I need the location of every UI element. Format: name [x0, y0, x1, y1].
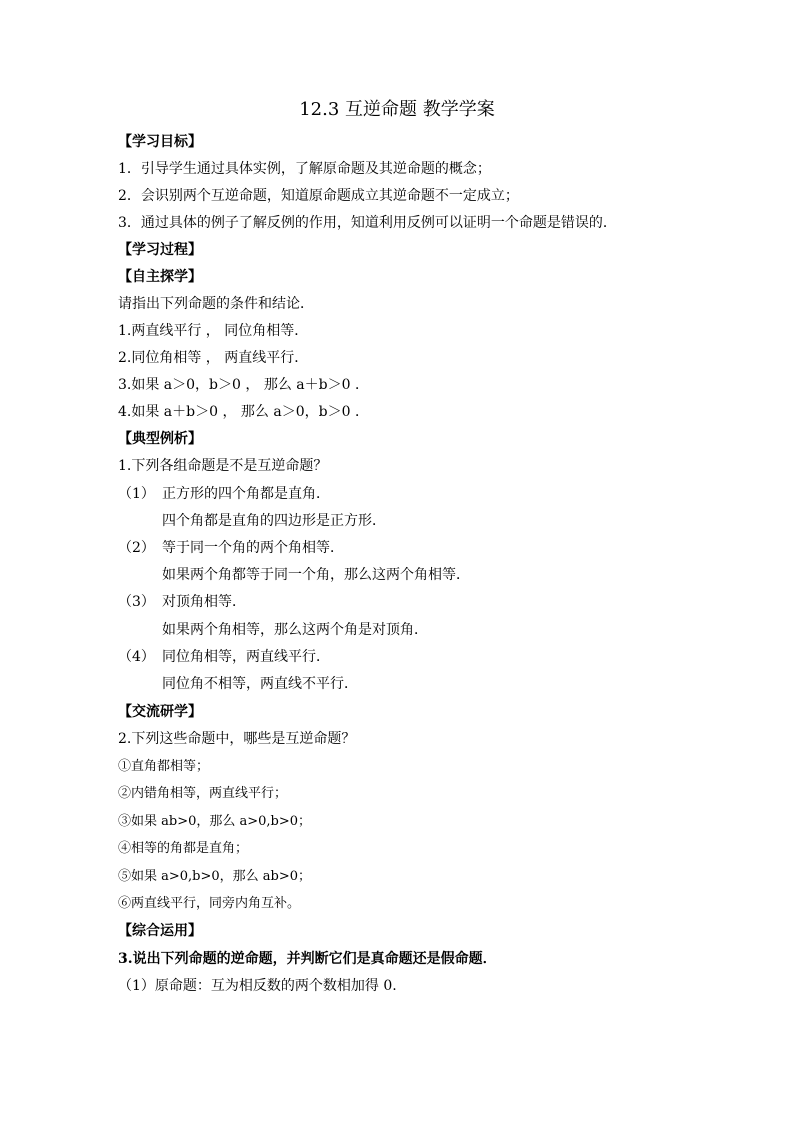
- example-proposition: 四个角都是直角的四边形是正方形．: [162, 513, 386, 529]
- example-proposition: 如果两个角都等于同一个角，那么这两个角相等．: [162, 567, 470, 583]
- explore-item: 3.如果 a＞0，b＞0 ， 那么 a＋b＞0 ．: [118, 377, 369, 393]
- apply-item: （1）原命题：互为相反数的两个数相加得 0.: [118, 978, 397, 994]
- example-group-first-line: [118, 538, 344, 558]
- exchange-question: 2.下列这些命题中，哪些是互逆命题？: [118, 731, 356, 747]
- explore-item: 2.同位角相等 ， 两直线平行．: [118, 350, 309, 366]
- example-group-number: （1）: [118, 486, 155, 502]
- objective-item: 1．引导学生通过具体实例，了解原命题及其逆命题的概念；: [118, 161, 491, 177]
- apply-question: 3.说出下列命题的逆命题，并判断它们是真命题还是假命题．: [118, 951, 497, 967]
- example-proposition: 同位角不相等，两直线不平行．: [162, 676, 358, 692]
- exchange-item: ⑤如果 a>0,b>0，那么 ab>0；: [118, 869, 312, 884]
- exchange-heading: 【交流研学】: [118, 704, 202, 720]
- objectives-heading: 【学习目标】: [118, 134, 202, 150]
- example-group-number: （4）: [118, 649, 155, 665]
- example-heading: 【典型例析】: [118, 431, 202, 447]
- process-heading: 【学习过程】: [118, 242, 202, 258]
- exchange-item: ④相等的角都是直角；: [118, 841, 249, 856]
- exchange-item: ②内错角相等，两直线平行；: [118, 786, 288, 801]
- example-proposition: 同位角相等，两直线平行．: [162, 649, 330, 665]
- explore-heading: 【自主探学】: [118, 269, 202, 285]
- example-proposition: 等于同一个角的两个角相等．: [162, 540, 344, 556]
- objective-item: 3．通过具体的例子了解反例的作用，知道利用反例可以证明一个命题是错误的．: [118, 215, 617, 231]
- example-proposition: 如果两个角相等，那么这两个角是对顶角．: [162, 622, 428, 638]
- example-question: 1.下列各组命题是不是互逆命题？: [118, 458, 328, 474]
- explore-intro: 请指出下列命题的条件和结论．: [118, 296, 314, 312]
- example-group-first-line: [118, 592, 246, 612]
- example-group-number: （3）: [118, 594, 155, 610]
- example-proposition: 正方形的四个角都是直角．: [162, 486, 330, 502]
- example-proposition: 对顶角相等．: [162, 594, 246, 610]
- exchange-item: ③如果 ab>0，那么 a>0,b>0；: [118, 814, 312, 829]
- apply-heading: 【综合运用】: [118, 923, 202, 939]
- exchange-item: ①直角都相等；: [118, 759, 210, 774]
- objective-item: 2．会识别两个互逆命题，知道原命题成立其逆命题不一定成立；: [118, 188, 519, 204]
- example-group-first-line: [118, 647, 330, 667]
- example-group-number: （2）: [118, 540, 155, 556]
- example-group-first-line: [118, 484, 330, 504]
- explore-item: 1.两直线平行 ， 同位角相等．: [118, 323, 309, 339]
- page-title: 12.3 互逆命题 教学学案: [299, 99, 495, 120]
- exchange-item: ⑥两直线平行，同旁内角互补。: [118, 896, 301, 911]
- explore-item: 4.如果 a＋b＞0 ， 那么 a＞0，b＞0 ．: [118, 404, 369, 420]
